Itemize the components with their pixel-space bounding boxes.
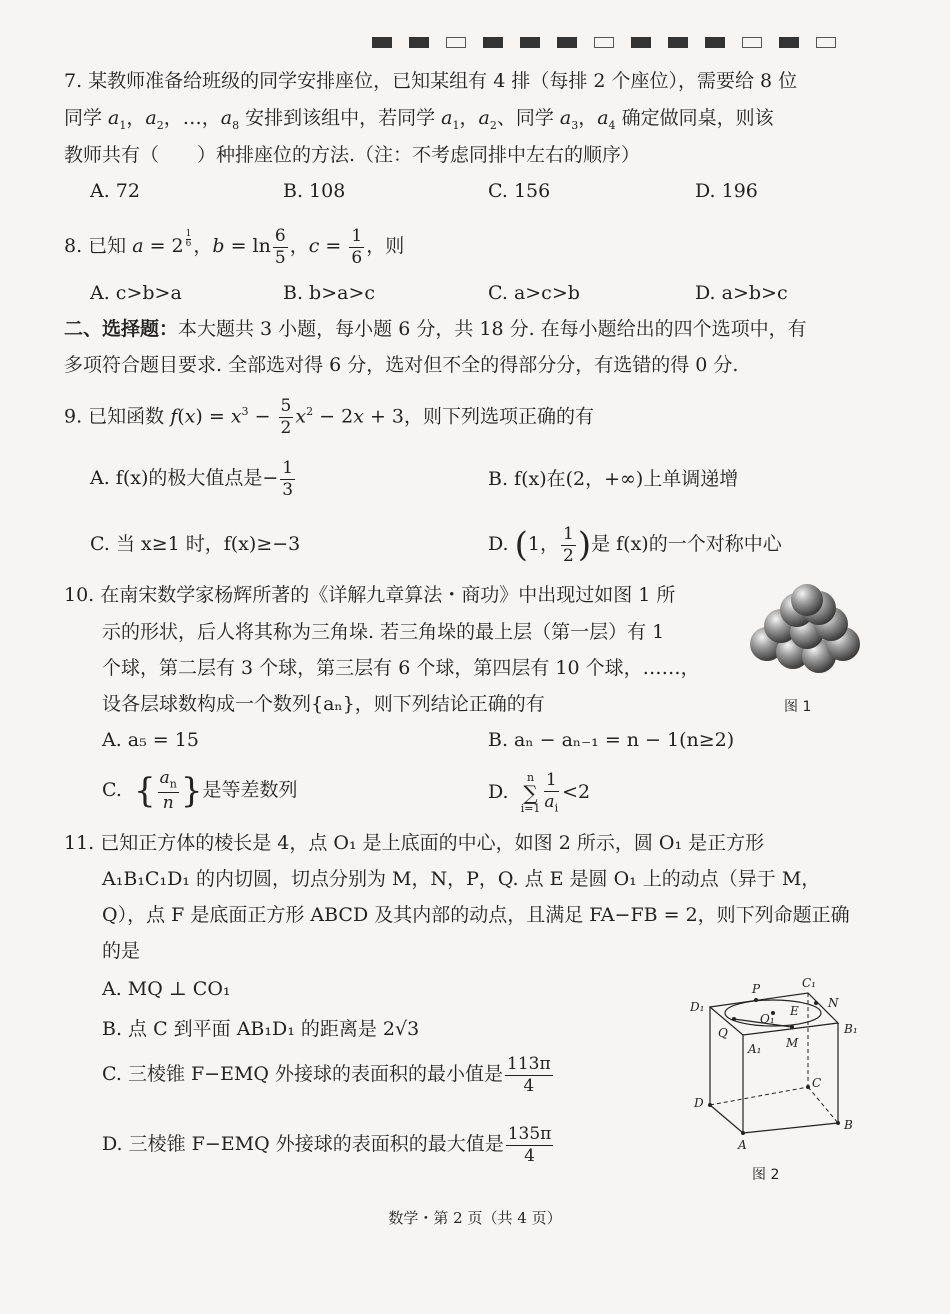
q8-option-a: A. c>b>a	[90, 282, 182, 304]
label-d1: D₁	[690, 1000, 705, 1014]
q11-line2: A₁B₁C₁D₁ 的内切圆，切点分别为 M，N，P，Q. 点 E 是圆 O₁ 上的动点（异于 M，	[102, 868, 821, 890]
q11-line4: 的是	[102, 940, 141, 962]
label-p: P	[752, 982, 761, 996]
q9-option-d: D. (1， $\frac{1}{2}$ )是 f(x)的一个对称中心	[488, 523, 782, 566]
q11-line3: Q），点 F 是底面正方形 ABCD 及其内部的动点，且满足 FA−FB = 2，则下列命题正确	[102, 904, 850, 926]
q9-option-c: C. 当 x≥1 时，f(x)≥−3	[90, 533, 301, 555]
header-mark-filled	[557, 37, 577, 48]
figure-1-sphere-pile	[745, 582, 865, 682]
label-a1: A₁	[748, 1042, 762, 1056]
figure-1-caption: 图 1	[784, 699, 812, 715]
figure-2-caption: 图 2	[752, 1167, 780, 1183]
q11-option-d: D. 三棱锥 F−EMQ 外接球的表面积的最大值是 $\frac{135\pi}{4}$	[102, 1123, 552, 1166]
q7-option-c: C. 156	[488, 180, 551, 202]
q10-line3: 个球，第二层有 3 个球，第三层有 6 个球，第四层有 10 个球，……，	[102, 657, 700, 679]
q10-option-a: A. a₅ = 15	[102, 729, 199, 751]
label-c1: C₁	[802, 976, 816, 990]
header-marks	[372, 37, 853, 48]
figure-2-cube	[688, 975, 868, 1165]
q9-option-a: A. f(x)的极大值点是− $\frac{1}{3}$	[90, 457, 294, 500]
header-mark-filled	[483, 37, 503, 48]
q10-option-b: B. aₙ − aₙ₋₁ = n − 1(n≥2)	[488, 729, 735, 751]
q8-option-d: D. a>b>c	[695, 282, 788, 304]
q9-option-b: B. f(x)在(2，+∞)上单调递增	[488, 468, 739, 490]
q10-line1: 10. 在南宋数学家杨辉所著的《详解九章算法・商功》中出现过如图 1 所	[64, 584, 676, 606]
q7-option-d: D. 196	[695, 180, 758, 202]
header-mark-outline	[742, 37, 762, 48]
section-2-line1: 二、选择题：本大题共 3 小题，每小题 6 分，共 18 分. 在每小题给出的四个选项中，有	[64, 318, 807, 340]
q11-option-c: C. 三棱锥 F−EMQ 外接球的表面积的最小值是 $\frac{113\pi}{4}$	[102, 1053, 551, 1096]
section-2-line2: 多项符合题目要求. 全部选对得 6 分，选对但不全的得部分分，有选错的得 0 分.	[64, 354, 739, 376]
header-mark-filled	[631, 37, 651, 48]
q7-line2: 同学 $a_1$，$a_2$，…，$a_8$ 安排到该组中，若同学 $a_1$，$a_2$、同学 $a_3$，$a_4$ 确定做同桌，则该	[64, 107, 774, 132]
q11-option-a: A. MQ ⊥ CO₁	[102, 978, 231, 1000]
label-e: E	[790, 1004, 799, 1018]
q7-option-b: B. 108	[283, 180, 346, 202]
header-mark-outline	[816, 37, 836, 48]
q11-option-b: B. 点 C 到平面 AB₁D₁ 的距离是 2√3	[102, 1018, 420, 1040]
header-mark-outline	[446, 37, 466, 48]
header-mark-filled	[705, 37, 725, 48]
q7-option-a: A. 72	[90, 180, 140, 202]
q7-line3: 教师共有（ ）种排座位的方法.（注：不考虑同排中左右的顺序）	[64, 144, 641, 166]
q8-option-c: C. a>c>b	[488, 282, 580, 304]
label-b1: B₁	[844, 1022, 858, 1036]
label-a: A	[738, 1138, 747, 1152]
q7-line1: 7. 某教师准备给班级的同学安排座位，已知某组有 4 排（每排 2 个座位），需要给 8 位	[64, 70, 798, 92]
header-mark-filled	[779, 37, 799, 48]
header-mark-filled	[520, 37, 540, 48]
label-d: D	[694, 1096, 704, 1110]
sphere-group	[750, 584, 860, 673]
label-m: M	[786, 1036, 799, 1050]
header-mark-outline	[594, 37, 614, 48]
label-b: B	[844, 1118, 853, 1132]
header-mark-filled	[372, 37, 392, 48]
page-footer: 数学・第 2 页（共 4 页）	[388, 1209, 562, 1227]
q9-stem: 9. 已知函数 $f(x) = x^3$ − $\frac{5}{2}$ $x^2 - 2x + 3$，则下列选项正确的有	[64, 395, 595, 438]
label-q: Q	[718, 1026, 728, 1040]
q8-stem: 8. 已知 a = 2 $^{\frac{1}{6}}$ ，b = ln $\frac{6}{5}$ ，c = $\frac{1}{6}$ ，则	[64, 225, 405, 268]
label-c: C	[812, 1076, 822, 1090]
q11-line1: 11. 已知正方体的棱长是 4，点 O₁ 是上底面的中心，如图 2 所示，圆 O₁ 是正方形	[64, 832, 765, 854]
header-mark-filled	[409, 37, 429, 48]
q8-option-b: B. b>a>c	[283, 282, 376, 304]
section-2-title: 二、选择题：	[64, 318, 179, 340]
label-n: N	[828, 996, 839, 1010]
label-o1: O₁	[760, 1012, 775, 1026]
q10-option-d: D. n ∑ i=1 $\frac{1}{a_i}$ <2	[488, 770, 591, 815]
q10-line4: 设各层球数构成一个数列{aₙ}，则下列结论正确的有	[102, 693, 545, 715]
q10-option-c: C. { $\frac{a_n}{n}$ }是等差数列	[102, 768, 298, 813]
header-mark-filled	[668, 37, 688, 48]
q10-line2: 示的形状，后人将其称为三角垛. 若三角垛的最上层（第一层）有 1	[102, 621, 665, 643]
